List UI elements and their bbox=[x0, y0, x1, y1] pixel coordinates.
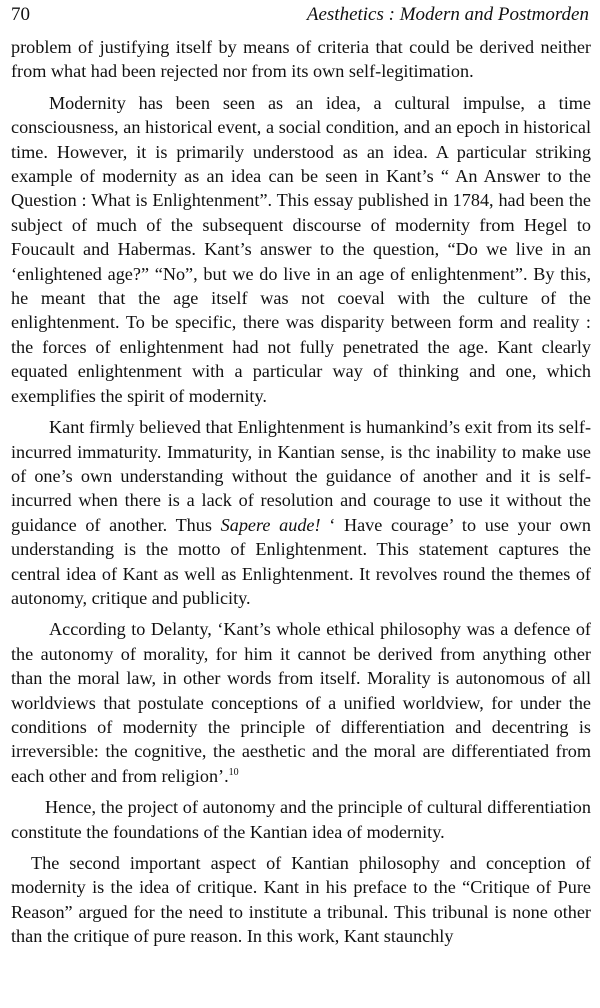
paragraph-text: According to Delanty, ‘Kant’s whole ethical philosophy was a defence of the autonomy of morality, for him it cannot be derived from anything other than the moral law, in other words from itself. Morality is autonomous of all worldviews that postulate conceptions of a unified worldview, for under the conditions of modernity the principle of differentiation and decentring is irreversible: the cognitive, the aesthetic and the moral are differentiated from each other and from religion’. bbox=[11, 619, 591, 786]
paragraph-delanty-quote bbox=[11, 617, 591, 788]
page-header bbox=[11, 0, 591, 32]
paragraph-continuation bbox=[11, 35, 591, 84]
paragraph-text: problem of justifying itself by means of criteria that could be derived neither from what had been rejected nor from its own self-legitimation. bbox=[11, 37, 591, 82]
paragraph-text: Hence, the project of autonomy and the principle of cultural differentiation constitute the foundations of the Kantian idea of modernity. bbox=[11, 797, 591, 842]
paragraph-text: Modernity has been seen as an idea, a cultural impulse, a time consciousness, an historical event, a social condition, and an epoch in historical time. However, it is primarily understood as an idea. A particular striking example of modernity as an idea can be seen in Kant’s “ An Answer to the Question : What is Enlightenment”. This essay published in 1784, had been the subject of much of the subsequent discourse of modernity from Hegel to Foucault and Habermas. Kant’s answer to the question, “Do we live in an ‘enlightened age?” “No”, but we do live in an age of enlightenment”. By this, he meant that the age itself was not coeval with the culture of the enlightenment. To be specific, there was disparity between form and reality : the forces of enlightenment had not fully penetrated the age. Kant clearly equated enlightenment with a particular way of thinking and one, which exemplifies the spirit of modernity. bbox=[11, 92, 591, 406]
body-text bbox=[11, 35, 591, 949]
running-head: Aesthetics : Modern and Postmorden bbox=[306, 4, 589, 25]
paragraph-text: ‘ Have courage’ to use your own understanding is the motto of Enlightenment. This statement captures the central idea of Kant as well as Enlightenment. It revolves round the themes of autonomy, critique and publicity. bbox=[11, 514, 592, 608]
footnote-marker: 10 bbox=[228, 766, 239, 778]
paragraph-text: Kant firmly believed that Enlightenment is humankind’s exit from its self-incurred immaturity. Immaturity, in Kantian sense, is thc inability to make use of one’s own understanding without the guidance of another and it is self-incurred when there is a lack of resolution and courage to use it without the guidance of another. Thus bbox=[11, 417, 591, 535]
latin-phrase: Sapere aude! bbox=[220, 514, 321, 535]
paragraph-text: The second important aspect of Kantian philosophy and conception of modernity is the idea of critique. Kant in his preface to the “Critique of Pure Reason” argued for the need to institute a tribunal. This tribunal is none other than the critique of pure reason. In this work, Kant staunchly bbox=[11, 853, 591, 947]
paragraph-autonomy-project bbox=[11, 795, 591, 844]
page-number: 70 bbox=[11, 4, 30, 25]
paragraph-modernity-idea bbox=[11, 91, 591, 408]
paragraph-enlightenment-exit bbox=[11, 415, 591, 610]
paragraph-critique bbox=[11, 851, 591, 949]
